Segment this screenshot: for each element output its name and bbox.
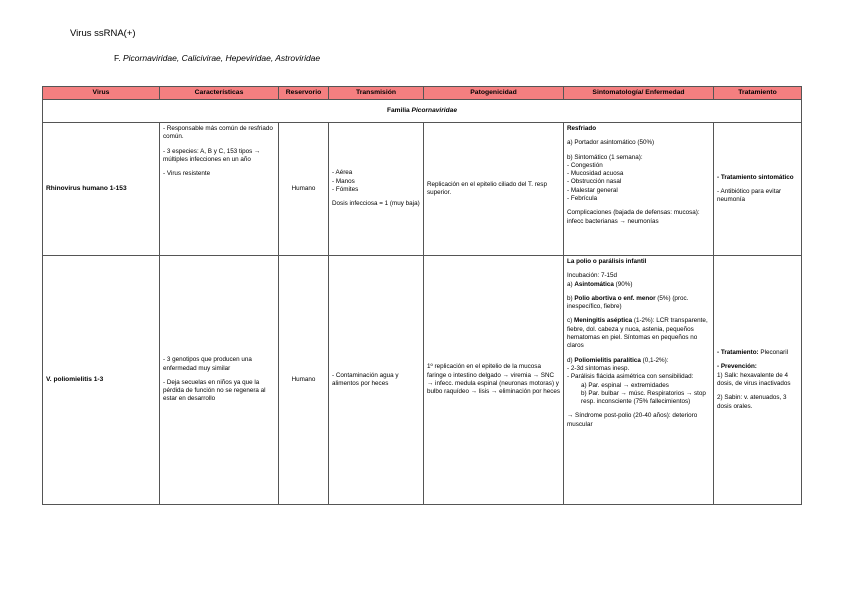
virus-name: Rhinovirus humano 1-153 xyxy=(43,123,160,256)
subtitle-prefix: F. xyxy=(114,53,123,63)
list-item: - Aérea xyxy=(332,169,353,177)
family-row xyxy=(43,100,802,123)
col-header-reservorio: Reservorio xyxy=(279,87,329,100)
list-item: - 2-3d síntomas inesp. xyxy=(567,364,630,372)
table-row xyxy=(43,123,802,256)
patogenicidad-cell: 1º replicación en el epitelio de la mucosa faringe o intestino delgado → viremia → SNC → infecc. medula espinal (neuronas motoras) y bulbo raquídeo → lisis → eliminación por heces xyxy=(424,256,564,505)
item-label: a) xyxy=(567,280,575,288)
family-cell xyxy=(43,100,802,123)
tratamiento-cell xyxy=(714,256,802,505)
sintoma-item xyxy=(567,317,710,350)
item-label: b) xyxy=(567,294,575,302)
list-item: a) Par. espinal → extremidades xyxy=(581,381,669,389)
table-header-row xyxy=(43,87,802,100)
list-item xyxy=(717,349,798,357)
item-bold: Meningitis aséptica xyxy=(574,317,633,325)
tratamiento-cell xyxy=(714,123,802,256)
caracteristicas-cell xyxy=(160,123,279,256)
col-header-sintomatologia: Sintomatología/ Enfermedad xyxy=(564,87,714,100)
sintoma-item xyxy=(567,295,710,312)
transmision-cell xyxy=(329,123,424,256)
sintomatologia-cell xyxy=(564,256,714,505)
transmision-cell xyxy=(329,256,424,505)
list-item: - Manos xyxy=(332,177,355,185)
list-item: - 3 especies: A, B y C, 153 tipos → múltiples infecciones en un año xyxy=(163,147,261,163)
list-item: - Parálisis flácida asimétrica con sensibilidad: xyxy=(567,373,694,381)
list-item: - Contaminación agua y alimentos por heces xyxy=(332,371,399,387)
sintoma-title: La polio o parálisis infantil xyxy=(567,258,647,265)
item-bold: - Tratamiento: xyxy=(717,349,759,357)
item-rest: (90%) xyxy=(613,280,633,288)
subtitle-families: Picornaviridae, Calicivirae, Hepeviridae, Astroviridae xyxy=(122,53,321,63)
caracteristicas-cell xyxy=(160,256,279,505)
col-header-patogenicidad: Patogenicidad xyxy=(424,87,564,100)
item-rest: (1-2%): LCR transparente, fiebre, dol. cabeza y nuca, astenia, pequeños hematomas en piel. Síntomas en pequeños no claros xyxy=(567,317,708,350)
sintoma-item: Complicaciones (bajada de defensas: mucosa): infecc bacterianas → neumonías xyxy=(567,209,700,225)
list-item: - Fómites xyxy=(332,186,359,193)
col-header-transmision: Transmisión xyxy=(329,87,424,100)
list-item: - Mucosidad acuosa xyxy=(567,170,624,178)
reservorio-cell: Humano xyxy=(279,123,329,256)
list-item: Dosis infecciosa = 1 (muy baja) xyxy=(332,200,420,208)
family-prefix: Familia xyxy=(386,106,412,114)
virus-name: V. poliomielitis 1-3 xyxy=(43,256,160,505)
list-item: - Virus resistente xyxy=(163,170,211,178)
list-item: - Tratamiento sintomático xyxy=(717,173,794,181)
col-header-virus: Virus xyxy=(43,87,160,100)
list-item: - Responsable más común de resfriado común. xyxy=(163,125,273,141)
family-name: Picornaviridae xyxy=(411,106,457,114)
item-label: d) xyxy=(567,356,575,364)
item-rest: (0,1-2%): xyxy=(640,356,669,364)
sintoma-item: b) Sintomático (1 semana): xyxy=(567,153,643,161)
list-item: - Malestar general xyxy=(567,186,618,194)
sintoma-item: Incubación: 7-15d xyxy=(567,272,618,280)
col-header-caracteristicas: Características xyxy=(160,87,279,100)
sintoma-item: a) Portador asintomático (50%) xyxy=(567,139,655,147)
list-item: - Deja secuelas en niños ya que la pérdida de función no se regenera al estar en desarrollo xyxy=(163,378,266,403)
list-item: - 3 genotipos que producen una enfermedad muy similar xyxy=(163,356,252,372)
sintoma-item xyxy=(567,281,710,289)
col-header-tratamiento: Tratamiento xyxy=(714,87,802,100)
list-item: - Obstrucción nasal xyxy=(567,178,622,186)
list-item: - Antibiótico para evitar neumonía xyxy=(717,187,782,204)
list-item: b) Par. bulbar → músc. Respiratorios → stop resp. inconsciente (75% fallecimientos) xyxy=(581,389,706,406)
document-title: Virus ssRNA(+) xyxy=(70,28,136,39)
list-item: 2) Sabin: v. atenuados, 3 dosis orales. xyxy=(717,394,787,410)
list-item: 1) Salk: hexavalente de 4 dosis, de virus inactivados xyxy=(717,371,791,387)
list-item: - Febrícula xyxy=(567,195,598,203)
virus-table xyxy=(42,86,802,505)
table-row xyxy=(43,256,802,505)
item-rest: Pleconaril xyxy=(758,349,789,357)
item-bold: Polio abortiva o enf. menor xyxy=(574,294,656,302)
patogenicidad-cell: Replicación en el epitelio ciliado del T. resp superior. xyxy=(424,123,564,256)
sintoma-item: → Síndrome post-polio (20-40 años): deterioro muscular xyxy=(567,412,698,428)
list-item: - Prevención: xyxy=(717,363,757,371)
item-rest: (5%) (proc. inespecífico, fiebre) xyxy=(567,294,689,311)
item-bold: Poliomielitis paralítica xyxy=(574,356,641,364)
item-bold: Asintomática xyxy=(574,280,614,288)
sintoma-item xyxy=(567,357,710,365)
sintomatologia-cell xyxy=(564,123,714,256)
item-label: c) xyxy=(567,317,574,325)
document-subtitle xyxy=(114,53,320,63)
reservorio-cell: Humano xyxy=(279,256,329,505)
sintoma-title: Resfriado xyxy=(567,125,597,132)
list-item: - Congestión xyxy=(567,161,603,169)
